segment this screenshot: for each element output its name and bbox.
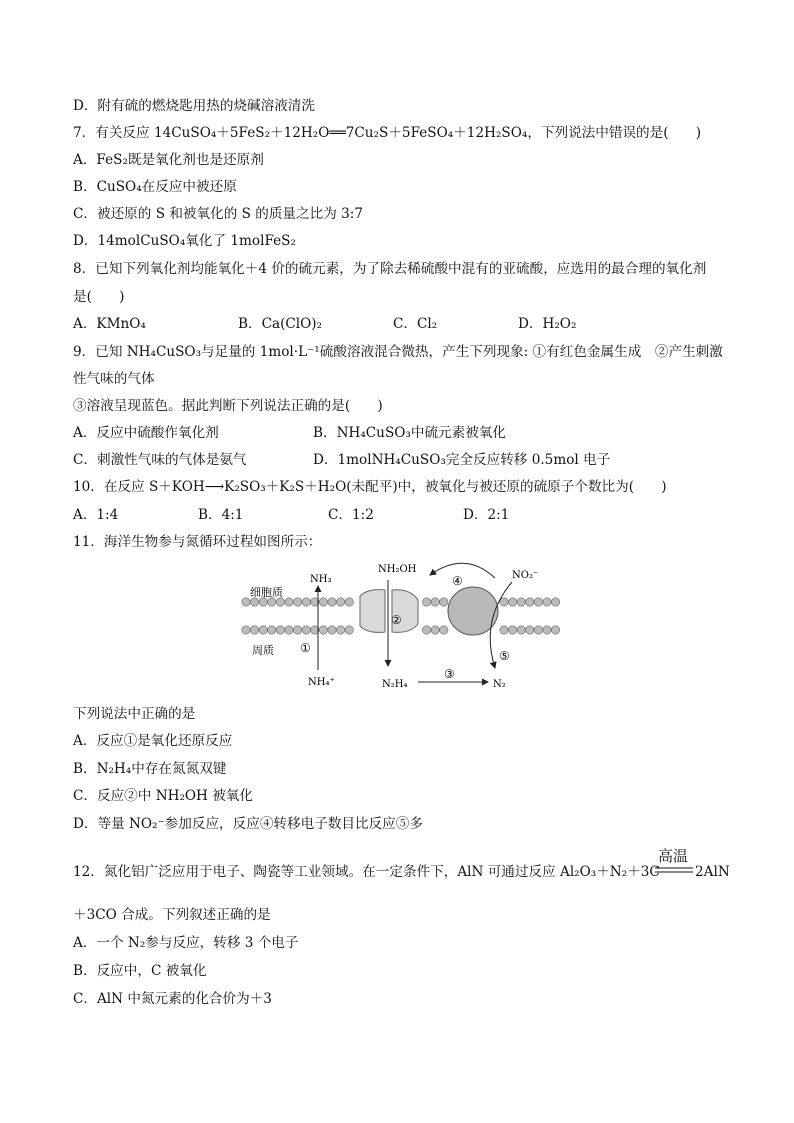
membrane-bead — [422, 598, 430, 606]
q9-stem-cont2: ③溶液呈现蓝色。据此判断下列说法正确的是( ) — [73, 398, 383, 414]
label-nh4: NH₄⁺ — [308, 677, 335, 688]
membrane-bead — [276, 626, 284, 634]
membrane-bead — [526, 598, 534, 606]
membrane-bead — [336, 598, 344, 606]
q9-options-cd — [73, 451, 610, 469]
label-reaction-2: ② — [391, 613, 402, 627]
q7-stem — [73, 124, 701, 142]
q8-stem: 8．已知下列氧化剂均能氧化＋4 价的硫元素，为了除去稀硫酸中混有的亚硫酸，应选用的最合理的氧化剂 — [73, 261, 707, 277]
membrane-bead — [293, 626, 301, 634]
label-reaction-3: ③ — [444, 667, 455, 681]
q12-product: 2AlN — [695, 864, 730, 880]
membrane-bead — [526, 626, 534, 634]
membrane-bead — [319, 626, 327, 634]
membrane-bead — [276, 598, 284, 606]
q10-stem: 10．在反应 S＋KOH⟶K₂SO₃＋K₂S＋H₂O(未配平)中，被氧化与被还原的硫原子个数比为( ) — [73, 479, 667, 495]
membrane-bead — [431, 598, 439, 606]
q12-equals-sign — [655, 867, 693, 875]
membrane-bead — [440, 626, 448, 634]
q9-option-b: B．NH₄CuSO₃中硫元素被氧化 — [313, 425, 507, 441]
q9-options-ab — [73, 424, 506, 442]
label-reaction-5: ⑤ — [499, 649, 510, 663]
label-no2: NO₂⁻ — [512, 570, 539, 581]
membrane-bead — [500, 626, 508, 634]
q12-option-a: A．一个 N₂参与反应，转移 3 个电子 — [73, 935, 299, 951]
q12-condition: 高温 — [658, 847, 689, 865]
channel-protein-left — [360, 590, 385, 633]
membrane-bead — [517, 598, 525, 606]
label-n2: N₂ — [493, 679, 506, 690]
q10-option-b: B．4:1 — [198, 507, 244, 523]
q12-stem-text: 12．氮化铝广泛应用于电子、陶瓷等工业领域。在一定条件下，AlN 可通过反应 Al₂O₃＋N₂＋3C — [73, 864, 660, 880]
q11-option-d: D．等量 NO₂⁻参加反应，反应④转移电子数目比反应⑤多 — [73, 816, 423, 832]
label-nh2oh: NH₂OH — [378, 564, 417, 575]
membrane-bead — [259, 626, 267, 634]
membrane-bead — [336, 626, 344, 634]
membrane-bead — [551, 598, 559, 606]
membrane-bead — [534, 598, 542, 606]
membrane-bead — [285, 598, 293, 606]
membrane-bead — [345, 598, 353, 606]
q11-option-a: A．反应①是氧化还原反应 — [73, 733, 233, 749]
q7-equation: ₄＋5FeS₂＋12H₂O══7Cu₂S＋5FeSO₄＋12H₂SO₄ — [210, 125, 528, 141]
label-reaction-1: ① — [300, 641, 311, 655]
q11-stem: 11．海洋生物参与氮循环过程如图所示： — [73, 534, 322, 550]
membrane-bead — [431, 626, 439, 634]
membrane-bead — [285, 626, 293, 634]
membrane-bead — [543, 626, 551, 634]
membrane-bead — [508, 626, 516, 634]
q7-option-c: C．被还原的 S 和被氧化的 S 的质量之比为 3:7 — [73, 206, 364, 222]
q8-option-a: A．KMnO₄ — [73, 316, 146, 332]
label-n2h4: N₂H₄ — [382, 679, 408, 690]
membrane-bead — [500, 598, 508, 606]
q10-options — [73, 506, 509, 524]
membrane-bead — [517, 626, 525, 634]
membrane-bead — [422, 626, 430, 634]
q8-options — [73, 315, 576, 333]
q7-option-a: A．FeS₂既是氧化剂也是还原剂 — [73, 152, 264, 168]
q8-option-b: B．Ca(ClO)₂ — [238, 316, 323, 332]
membrane-bead — [551, 626, 559, 634]
q12-stem — [73, 845, 773, 885]
membrane-bead — [250, 626, 258, 634]
q11-option-b: B．N₂H₄中存在氮氮双键 — [73, 761, 227, 777]
label-nh3: NH₃ — [310, 574, 332, 585]
membrane-bead — [250, 598, 258, 606]
membrane-bead — [259, 598, 267, 606]
membrane-bead — [440, 598, 448, 606]
membrane-bead — [345, 626, 353, 634]
membrane-bead — [302, 598, 310, 606]
membrane-bead — [302, 626, 310, 634]
membrane-bead — [268, 598, 276, 606]
membrane-bead — [242, 626, 250, 634]
membrane-bead — [293, 598, 301, 606]
membrane-bead — [268, 626, 276, 634]
q12-option-b: B．反应中，C 被氧化 — [73, 963, 207, 979]
q12-option-c: C．AlN 中氮元素的化合价为＋3 — [73, 991, 272, 1007]
q10-option-d: D．2:1 — [463, 507, 510, 523]
membrane-bead — [534, 626, 542, 634]
q11-option-c: C．反应②中 NH₂OH 被氧化 — [73, 788, 253, 804]
q12-stem-cont: ＋3CO 合成。下列叙述正确的是 — [73, 907, 271, 923]
q7-stem-start: 7．有关反应 14CuSO — [73, 125, 211, 141]
nitrogen-cycle-diagram — [240, 560, 570, 695]
q6-option-d: D．附有硫的燃烧匙用热的烧碱溶液清洗 — [73, 98, 315, 114]
membrane-bead — [242, 598, 250, 606]
q8-stem-cont: 是( ) — [73, 289, 125, 305]
q9-stem-cont: 性气味的气体 — [73, 371, 155, 387]
label-reaction-4: ④ — [452, 574, 463, 588]
membrane-bead — [328, 598, 336, 606]
q7-option-b: B．CuSO₄在反应中被还原 — [73, 179, 237, 195]
q8-option-c: C．Cl₂ — [393, 316, 438, 332]
q11-subprompt: 下列说法中正确的是 — [73, 706, 196, 722]
q9-option-a: A．反应中硫酸作氧化剂 — [73, 425, 219, 441]
q9-stem: 9．已知 NH₄CuSO₃与足量的 1mol·L⁻¹硫酸溶液混合微热，产生下列现象: ①有红色金属生成 ②产生刺激 — [73, 344, 723, 360]
q10-option-c: C．1:2 — [328, 507, 374, 523]
membrane-bead — [319, 598, 327, 606]
q8-option-d: D．H₂O₂ — [518, 316, 577, 332]
q9-option-c: C．刺激性气味的气体是氨气 — [73, 452, 247, 468]
q9-option-d: D．1molNH₄CuSO₃完全反应转移 0.5mol 电子 — [313, 452, 611, 468]
membrane-bead — [508, 598, 516, 606]
membrane-bead — [543, 598, 551, 606]
q7-option-d: D．14molCuSO₄氧化了 1molFeS₂ — [73, 233, 296, 249]
q10-option-a: A．1:4 — [73, 507, 119, 523]
label-periplasm: 周质 — [252, 644, 274, 657]
q7-stem-end: ，下列说法中错误的是( ) — [527, 125, 702, 141]
label-cytoplasm: 细胞质 — [250, 586, 283, 599]
membrane-bead — [328, 626, 336, 634]
